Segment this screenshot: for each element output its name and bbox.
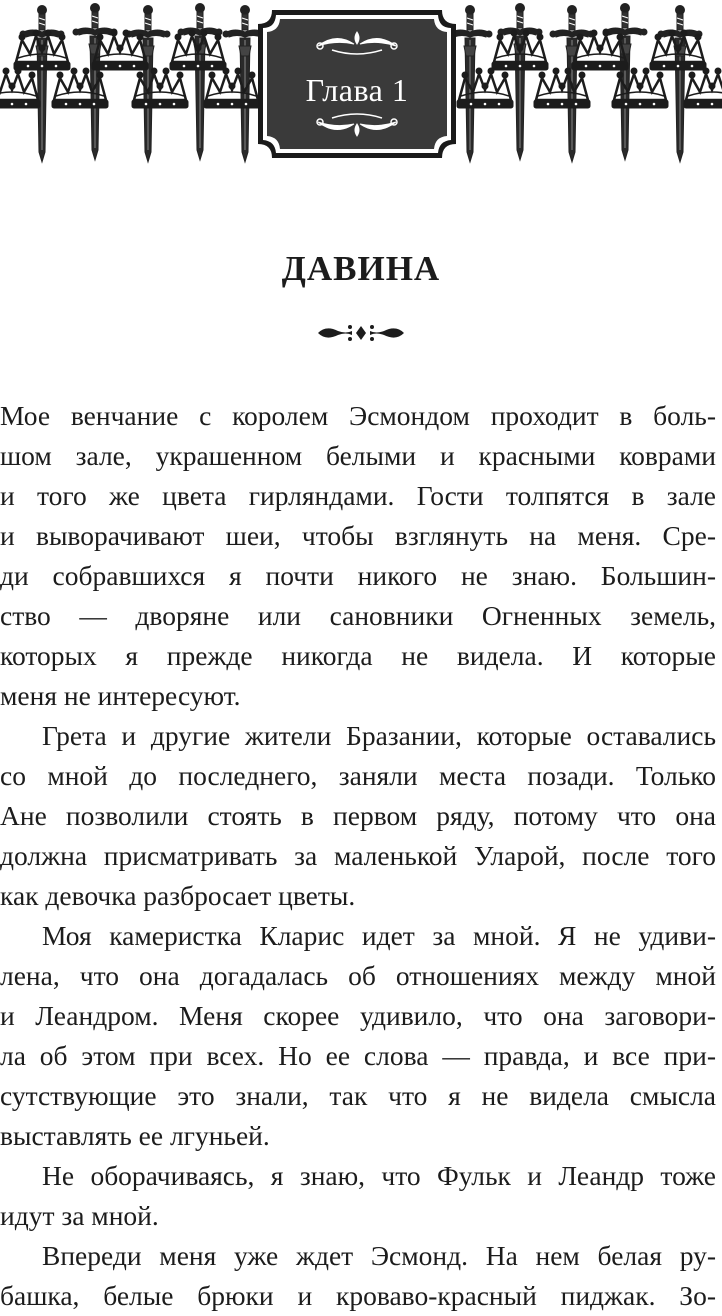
text-line: и выворачивают шеи, чтобы взглянуть на меня. Сре-: [0, 520, 716, 551]
chapter-title: ДАВИНА: [281, 249, 441, 288]
text-line: ство — дворяне или сановники Огненных земель,: [0, 600, 716, 631]
text-line: Мое венчание с королем Эсмондом проходит в боль-: [0, 400, 716, 431]
text-line: Не оборачиваясь, я знаю, что Фульк и Леандр тоже: [42, 1160, 716, 1191]
text-line: Моя камеристка Кларис идет за мной. Я не удиви-: [42, 920, 716, 951]
text-line: меня не интересуют.: [0, 680, 241, 711]
text-line: Впереди меня уже ждет Эсмонд. На нем белая ру-: [42, 1240, 716, 1271]
scroll-flourish-icon: [316, 322, 406, 344]
text-line: Ане позволили стоять в первом ряду, потому что она: [0, 800, 716, 831]
text-line: и того же цвета гирляндами. Гости толпятся в зале: [0, 480, 716, 511]
text-line: Грета и другие жители Бразании, которые оставались: [42, 720, 716, 751]
text-line: шом зале, украшенном белыми и красными коврами: [0, 440, 716, 471]
text-line: должна присматривать за маленькой Уларой, после того: [0, 840, 716, 871]
text-line: идут за мной.: [0, 1200, 159, 1231]
text-line: ла об этом при всех. Но ее слова — правда, и все при-: [0, 1040, 716, 1071]
text-line: выставлять ее лгуньей.: [0, 1120, 270, 1151]
text-line: которых я прежде никогда не видела. И которые: [0, 640, 716, 671]
text-line: башка, белые брюки и кроваво-красный пиджак. Зо-: [0, 1280, 716, 1311]
text-line: со мной до последнего, заняли места позади. Только: [0, 760, 716, 791]
text-line: лена, что она догадалась об отношениях между мной: [0, 960, 716, 991]
text-line: и Леандром. Меня скорее удивило, что она заговори-: [0, 1000, 716, 1031]
chapter-label: Глава 1: [305, 72, 409, 108]
text-line: ди собравшихся я почти никого не знаю. Большин-: [0, 560, 716, 591]
text-line: сутствующие это знали, так что я не видела смысла: [0, 1080, 716, 1111]
text-line: как девочка разбросает цветы.: [0, 880, 356, 911]
